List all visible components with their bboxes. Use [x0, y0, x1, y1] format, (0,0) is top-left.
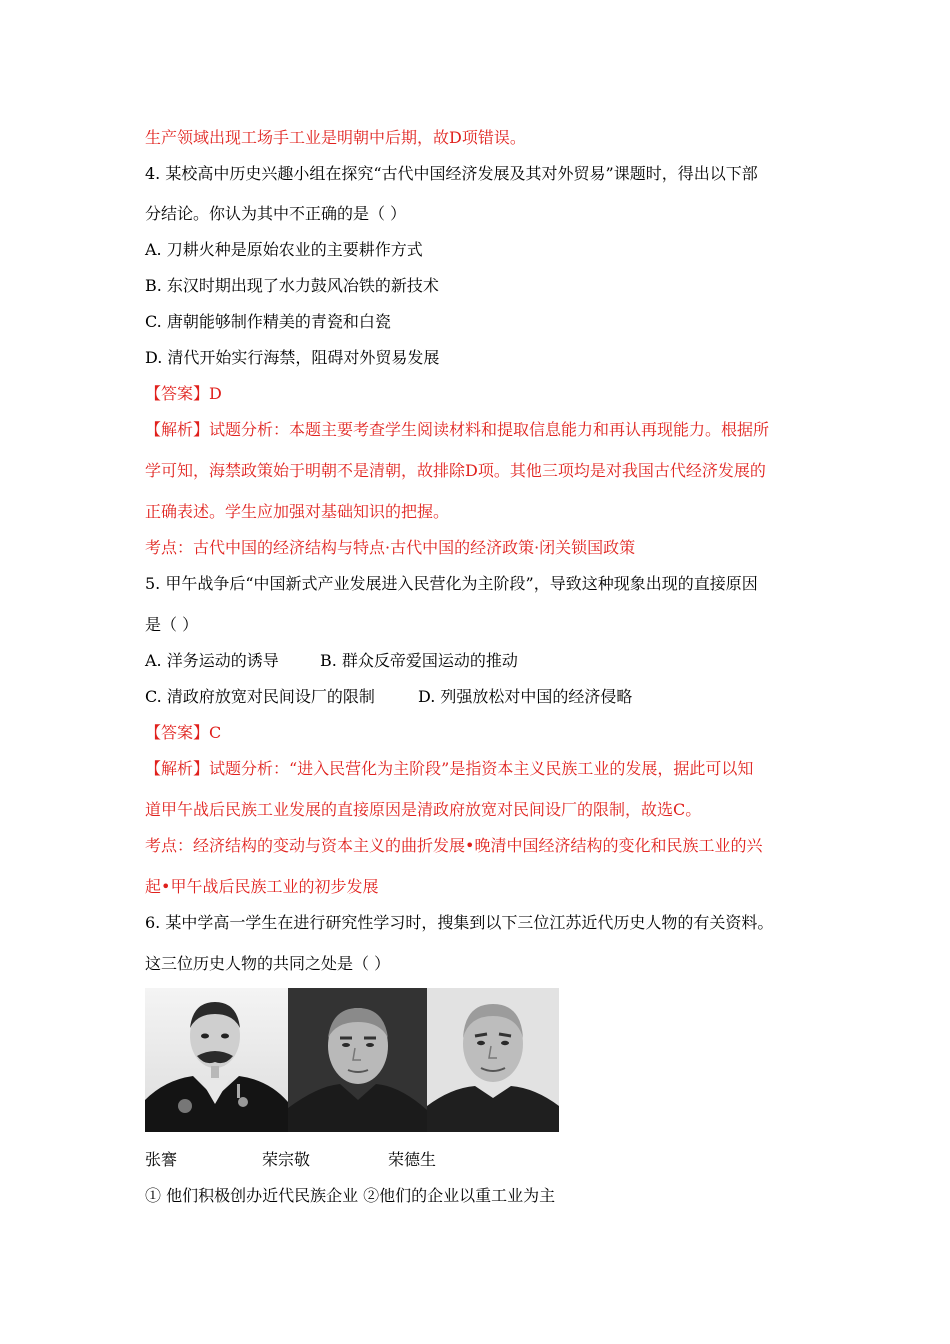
question-4-option-b: B. 东汉时期出现了水力鼓风冶铁的新技术	[145, 276, 439, 295]
question-5-knowledge-point-line2: 起•甲午战后民族工业的初步发展	[145, 877, 379, 896]
portrait-rong-zongjing	[288, 988, 427, 1132]
question-5-stem-line1: 5. 甲午战争后“中国新式产业发展进入民营化为主阶段”，导致这种现象出现的直接原因	[145, 574, 758, 593]
question-5-explanation-line2: 道甲午战后民族工业发展的直接原因是清政府放宽对民间设厂的限制，故选C。	[145, 800, 702, 819]
question-5-option-d: D. 列强放松对中国的经济侵略	[418, 687, 633, 706]
question-5-option-a: A. 洋务运动的诱导	[145, 651, 279, 670]
question-5-option-c: C. 清政府放宽对民间设厂的限制	[145, 687, 375, 706]
question-5-stem-line2: 是（ ）	[145, 615, 199, 634]
question-4-stem-line1: 4. 某校高中历史兴趣小组在探究“古代中国经济发展及其对外贸易”课题时，得出以下部	[145, 164, 758, 183]
explanation-tail: 生产领域出现工场手工业是明朝中后期，故D项错误。	[145, 128, 526, 147]
question-4-explanation-line3: 正确表述。学生应加强对基础知识的把握。	[145, 502, 450, 521]
portrait-rong-desheng	[427, 988, 559, 1132]
portrait-photos	[145, 988, 559, 1132]
question-4-option-d: D. 清代开始实行海禁，阻碍对外贸易发展	[145, 348, 440, 367]
question-6-stem-line2: 这三位历史人物的共同之处是（ ）	[145, 954, 391, 973]
question-4-stem-line2: 分结论。你认为其中不正确的是（ ）	[145, 204, 407, 223]
question-5-options-row2	[145, 687, 665, 707]
caption-rong-desheng: 荣德生	[388, 1150, 437, 1169]
caption-rong-zongjing: 荣宗敬	[262, 1150, 311, 1169]
question-6-statements: ① 他们积极创办近代民族企业 ②他们的企业以重工业为主	[145, 1186, 556, 1205]
question-5-options-row1	[145, 651, 645, 671]
portrait-zhang-jian	[145, 988, 288, 1132]
question-4-answer: 【答案】D	[145, 384, 222, 403]
question-5-explanation-line1: 【解析】试题分析：“进入民营化为主阶段”是指资本主义民族工业的发展，据此可以知	[145, 759, 754, 778]
question-5-option-b: B. 群众反帝爱国运动的推动	[320, 651, 518, 670]
question-6-stem-line1: 6. 某中学高一学生在进行研究性学习时，搜集到以下三位江苏近代历史人物的有关资料。	[145, 913, 774, 932]
question-4-option-c: C. 唐朝能够制作精美的青瓷和白瓷	[145, 312, 391, 331]
question-4-knowledge-point: 考点：古代中国的经济结构与特点·古代中国的经济政策·闭关锁国政策	[145, 538, 636, 557]
question-5-answer: 【答案】C	[145, 723, 222, 742]
caption-zhang-jian: 张謇	[145, 1150, 178, 1169]
question-4-explanation-line2: 学可知，海禁政策始于明朝不是清朝，故排除D项。其他三项均是对我国古代经济发展的	[145, 461, 766, 480]
question-5-knowledge-point-line1: 考点：经济结构的变动与资本主义的曲折发展•晚清中国经济结构的变化和民族工业的兴	[145, 836, 763, 855]
question-4-option-a: A. 刀耕火种是原始农业的主要耕作方式	[145, 240, 423, 259]
question-4-explanation-line1: 【解析】试题分析：本题主要考查学生阅读材料和提取信息能力和再认再现能力。根据所	[145, 420, 770, 439]
